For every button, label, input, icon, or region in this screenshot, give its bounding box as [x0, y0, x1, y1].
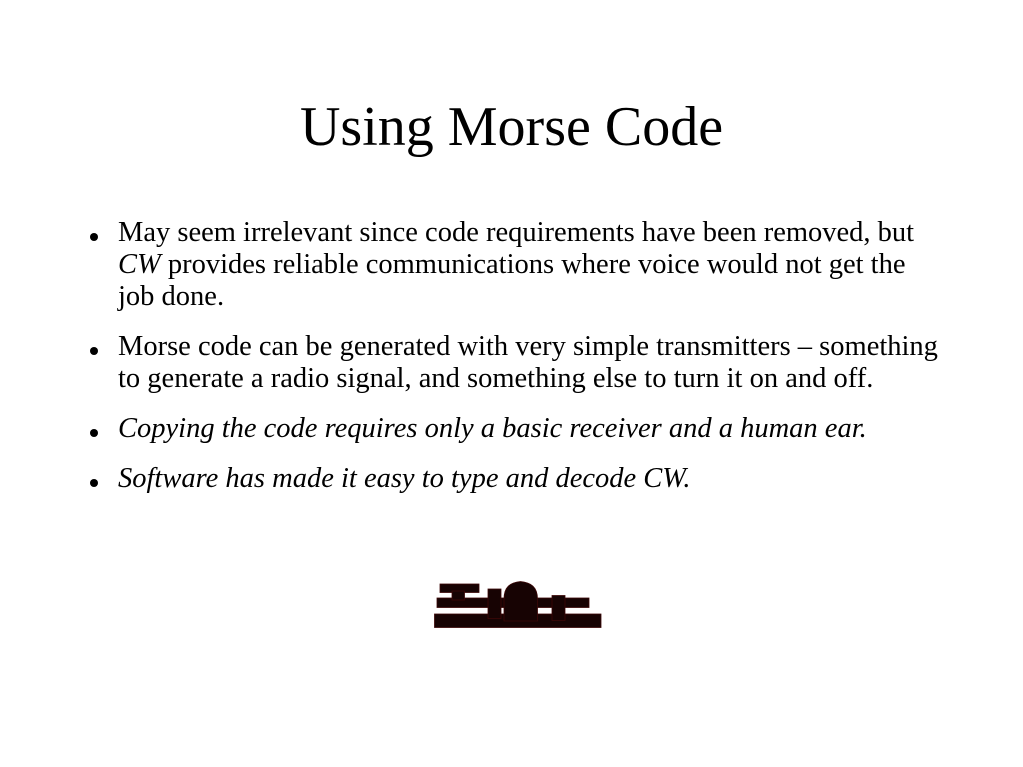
bullet-dot [90, 429, 98, 437]
bullet-text: Copying the code requires only a basic receiver and a human ear. [118, 413, 867, 444]
bullet-dot [90, 233, 98, 241]
bullet-item [88, 217, 948, 313]
telegraph-key-pivot-dome [504, 582, 538, 622]
bullet-list [88, 217, 948, 513]
telegraph-key-knob-stem [452, 591, 465, 600]
bullet-item [88, 331, 948, 395]
bullet-item [88, 413, 948, 445]
telegraph-key-right-post [552, 596, 565, 621]
bullet-text: May seem irrelevant since code requirements have been removed, but [118, 217, 915, 248]
telegraph-key-left-post [488, 589, 501, 619]
bullet-text: CW [118, 249, 161, 280]
bullet-text: provides reliable communications where voice would not get the job done. [118, 249, 906, 312]
bullet-item [88, 463, 948, 495]
bullet-text: Software has made it easy to type and decode CW. [118, 463, 691, 494]
bullet-dot [90, 479, 98, 487]
bullet-dot [90, 347, 98, 355]
telegraph-key-icon [434, 579, 604, 629]
bullet-text: Morse code can be generated with very simple transmitters – something to generate a radio signal, and something else to turn it on and off. [118, 331, 938, 394]
slide-title: Using Morse Code [299, 96, 724, 158]
